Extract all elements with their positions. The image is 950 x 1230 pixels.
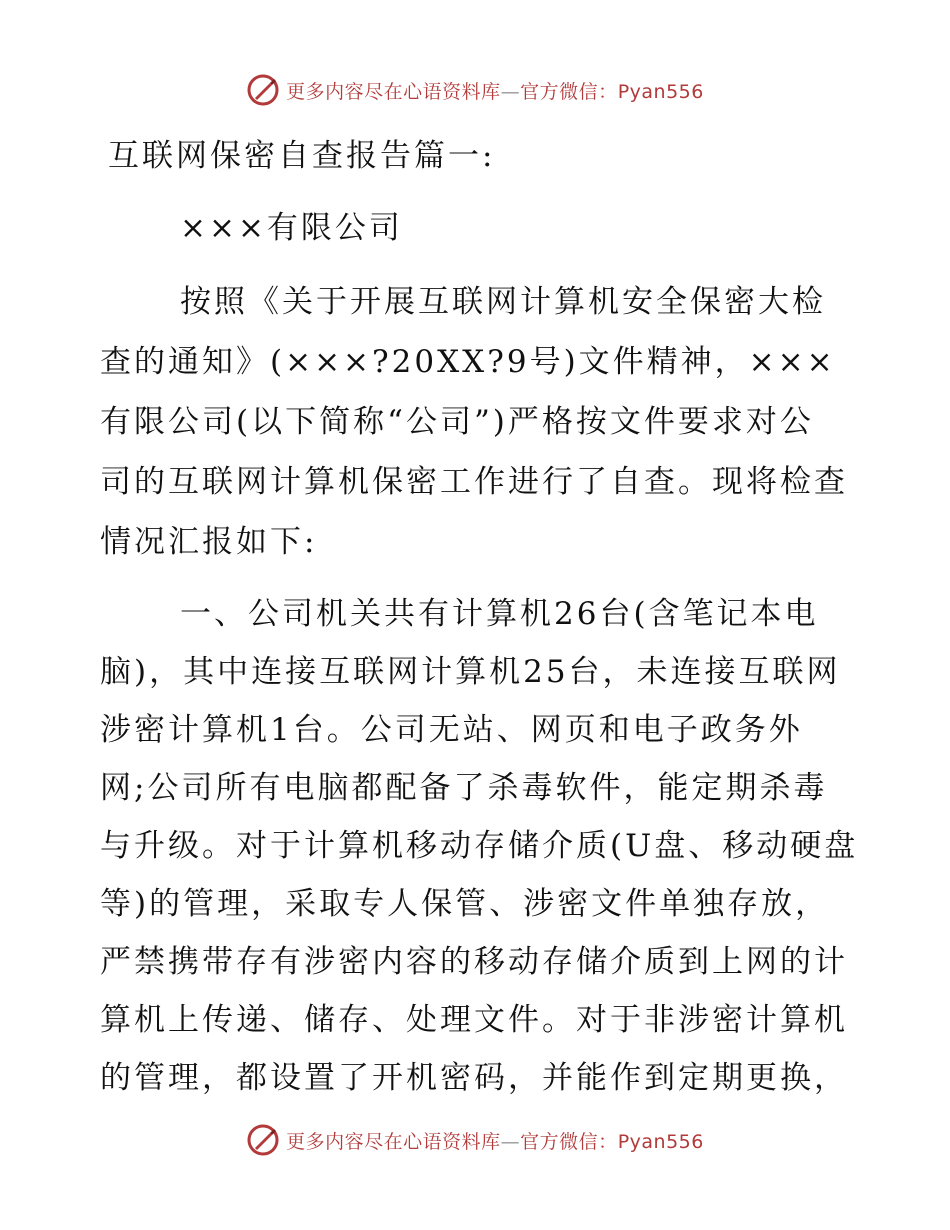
paragraph-line: 有限公司(以下简称“公司”)严格按文件要求对公 <box>100 404 814 440</box>
paragraph-line: 司的互联网计算机保密工作进行了自查。现将检查 <box>100 464 848 500</box>
paragraph-line: 等)的管理，采取专人保管、涉密文件单独存放， <box>100 886 830 922</box>
document-heading: 互联网保密自查报告篇一: <box>108 138 496 174</box>
paragraph-line: 脑)，其中连接互联网计算机25台，未连接互联网 <box>100 654 841 690</box>
paragraph-line: 与升级。对于计算机移动存储介质(U盘、移动硬盘 <box>100 828 859 864</box>
header-watermark <box>0 70 950 110</box>
quill-pen-logo-icon <box>246 1123 280 1157</box>
footer-watermark <box>0 1120 950 1160</box>
paragraph-line: 查的通知》(×××?20XX?9号)文件精神，××× <box>100 344 836 380</box>
paragraph-line: 严禁携带存有涉密内容的移动存储介质到上网的计 <box>100 944 848 980</box>
paragraph-line: 算机上传递、储存、处理文件。对于非涉密计算机 <box>100 1002 848 1038</box>
quill-pen-logo-icon <box>246 73 280 107</box>
watermark-text: 更多内容尽在心语资料库—官方微信：Pyan556 <box>286 1130 704 1153</box>
paragraph-line: 涉密计算机1台。公司无站、网页和电子政务外 <box>100 712 803 748</box>
paragraph-line: 的管理，都设置了开机密码，并能作到定期更换， <box>100 1060 848 1096</box>
paragraph-line: 一、公司机关共有计算机26台(含笔记本电 <box>180 596 819 632</box>
company-name: ×××有限公司 <box>180 210 403 246</box>
paragraph-line: 按照《关于开展互联网计算机安全保密大检 <box>180 284 826 320</box>
paragraph-line: 网;公司所有电脑都配备了杀毒软件，能定期杀毒 <box>100 770 828 806</box>
watermark-text: 更多内容尽在心语资料库—官方微信：Pyan556 <box>286 80 704 103</box>
paragraph-line: 情况汇报如下: <box>100 524 318 560</box>
